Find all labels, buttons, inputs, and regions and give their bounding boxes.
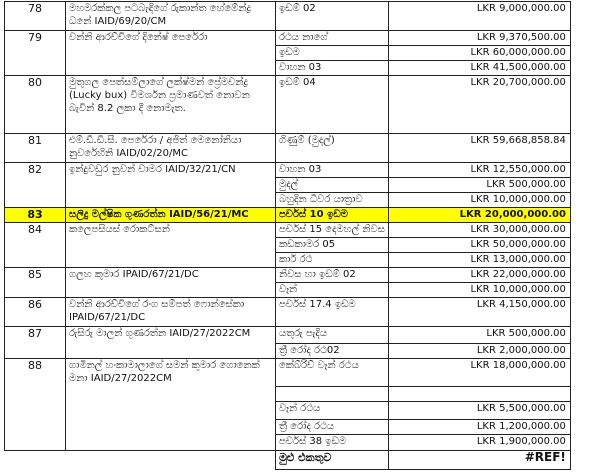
asset-table-sheet: [4, 1, 571, 470]
asset-amount: LKR 60,000,000.00: [388, 46, 570, 61]
asset-amount: LKR 4,150,000.00: [388, 298, 570, 327]
asset-item: ඉඩම් 02: [276, 2, 389, 31]
person-name: වන්නි ආරච්චිගේ දිනේෂ් පෙරේරා: [66, 31, 276, 76]
asset-item: පර්චස් 38 ඉඩම: [276, 435, 389, 451]
person-name: කලෙපසියස් රොකට්සන්: [66, 223, 276, 268]
table-row: [5, 134, 571, 163]
asset-amount: LKR 10,000,000.00: [388, 283, 570, 298]
asset-item: යතුරු පැදිය: [276, 327, 389, 344]
person-name: මුතුගල පෙත්සම්ලාගේ ලක්ෂ්මන් ප්‍රේමචන්ද්‍ර (Lucky bux) විමර්ශන ප්‍රමාණවත් නොවන බැවින් 8.2 ලකා දී නොමැත.: [66, 76, 276, 134]
person-name: එම්.ඩී.ඩී.සී. පෙරේරා / අජිත් මෙනෝනියා නුවරේහිනි IAID/02/20/MC: [66, 134, 276, 163]
row-number: 86: [5, 298, 66, 327]
asset-amount: LKR 10,000,000.00: [388, 193, 570, 208]
row-number: 87: [5, 327, 66, 359]
row-number: 80: [5, 76, 66, 134]
asset-amount: LKR 500,000.00: [388, 327, 570, 344]
total-row: [5, 451, 571, 470]
asset-amount: LKR 41,500,000.00: [388, 61, 570, 76]
table-row: [5, 208, 571, 223]
table-row: [5, 163, 571, 178]
asset-item: ඉඩම් 04: [276, 76, 389, 134]
asset-item: කාර් රථ: [276, 253, 389, 268]
asset-item: කඩකාමර 05: [276, 238, 389, 253]
asset-item: ත්‍රී රෝද රථ02: [276, 344, 389, 359]
asset-amount: LKR 1,200,000.00: [388, 420, 570, 435]
asset-item: වෑන් රථය: [276, 402, 389, 420]
asset-item: පර්චස් 10 ඉඩම: [276, 208, 389, 223]
asset-amount: LKR 9,000,000.00: [388, 2, 570, 31]
table-row: [5, 298, 571, 327]
total-label: මුළු එකතුව: [276, 451, 389, 470]
asset-amount: LKR 13,000,000.00: [388, 253, 570, 268]
row-number: 84: [5, 223, 66, 268]
row-number: 78: [5, 2, 66, 31]
asset-item: වෑන්: [276, 283, 389, 298]
asset-amount: LKR 20,000,000.00: [388, 208, 570, 223]
asset-amount: LKR 9,370,500.00: [388, 31, 570, 46]
asset-table: [4, 1, 571, 470]
asset-amount: LKR 59,668,858.84: [388, 134, 570, 163]
blank-cell: [5, 451, 276, 470]
asset-amount: LKR 20,700,000.00: [388, 76, 570, 134]
row-number: 79: [5, 31, 66, 76]
table-row: [5, 76, 571, 134]
asset-amount: LKR 30,000,000.00: [388, 223, 570, 238]
person-name: සලිදු මල්ෂික ගුණරත්න IAID/56/21/MC: [66, 208, 276, 223]
row-number: 88: [5, 359, 66, 451]
table-row: [5, 359, 571, 387]
asset-item: නිවස හා ඉඩම් 02: [276, 268, 389, 283]
table-row: [5, 327, 571, 344]
asset-item: ඉඩම: [276, 46, 389, 61]
asset-item: මුදල්: [276, 178, 389, 193]
asset-item: වාහන 03: [276, 61, 389, 76]
asset-amount: LKR 12,550,000.00: [388, 163, 570, 178]
asset-amount: LKR 5,500,000.00: [388, 402, 570, 420]
asset-item: ගිණුම් (මුදල්): [276, 134, 389, 163]
asset-item: කේබ්රිච් වෑන් රථය: [276, 359, 389, 387]
row-number: 82: [5, 163, 66, 208]
asset-amount: LKR 2,000,000.00: [388, 344, 570, 359]
asset-item: පර්චස් 17.4 ඉඩම: [276, 298, 389, 327]
asset-item: රථය නාගේ: [276, 31, 389, 46]
asset-amount: LKR 22,000,000.00: [388, 268, 570, 283]
asset-item: ත්‍රී රෝද රථය: [276, 420, 389, 435]
person-name: ඉන්දුවඩුර නුවන් චාමර IAID/32/21/CN: [66, 163, 276, 208]
person-name: රුසිරු මාලන් ගුණරත්න IAID/27/2022CM: [66, 327, 276, 359]
row-number: 85: [5, 268, 66, 298]
asset-amount: LKR 500,000.00: [388, 178, 570, 193]
table-row: [5, 223, 571, 238]
row-number: 81: [5, 134, 66, 163]
asset-item: [276, 387, 389, 402]
asset-item: පර්චස් 15 දෙමහල් නිවස: [276, 223, 389, 238]
person-name: ගලහ කුමාර IPAID/67/21/DC: [66, 268, 276, 298]
asset-item: වාහන 03: [276, 163, 389, 178]
table-row: [5, 2, 571, 31]
table-row: [5, 268, 571, 283]
asset-amount: [388, 387, 570, 402]
asset-amount: LKR 50,000,000.00: [388, 238, 570, 253]
person-name: ගාමිනල් හංකාමාලාගේ සමන් කුමාර ගොනෙක් මනා IAID/27/2022CM: [66, 359, 276, 451]
asset-amount: LKR 1,900,000.00: [388, 435, 570, 451]
person-name: මහමරක්කල පටබැඳිගේ රුකාන්ත හේමේන්ද්‍ර ධනේ IAID/69/20/CM: [66, 2, 276, 31]
asset-item: බහුදින ධීවර යාත්‍රාව: [276, 193, 389, 208]
asset-amount: LKR 18,000,000.00: [388, 359, 570, 387]
row-number: 83: [5, 208, 66, 223]
total-amount: #REF!: [388, 451, 570, 470]
table-row: [5, 31, 571, 46]
person-name: වන්නි ආරච්චිගේ රංග සම්පත් ෆොන්සේකා IPAID/67/21/DC: [66, 298, 276, 327]
